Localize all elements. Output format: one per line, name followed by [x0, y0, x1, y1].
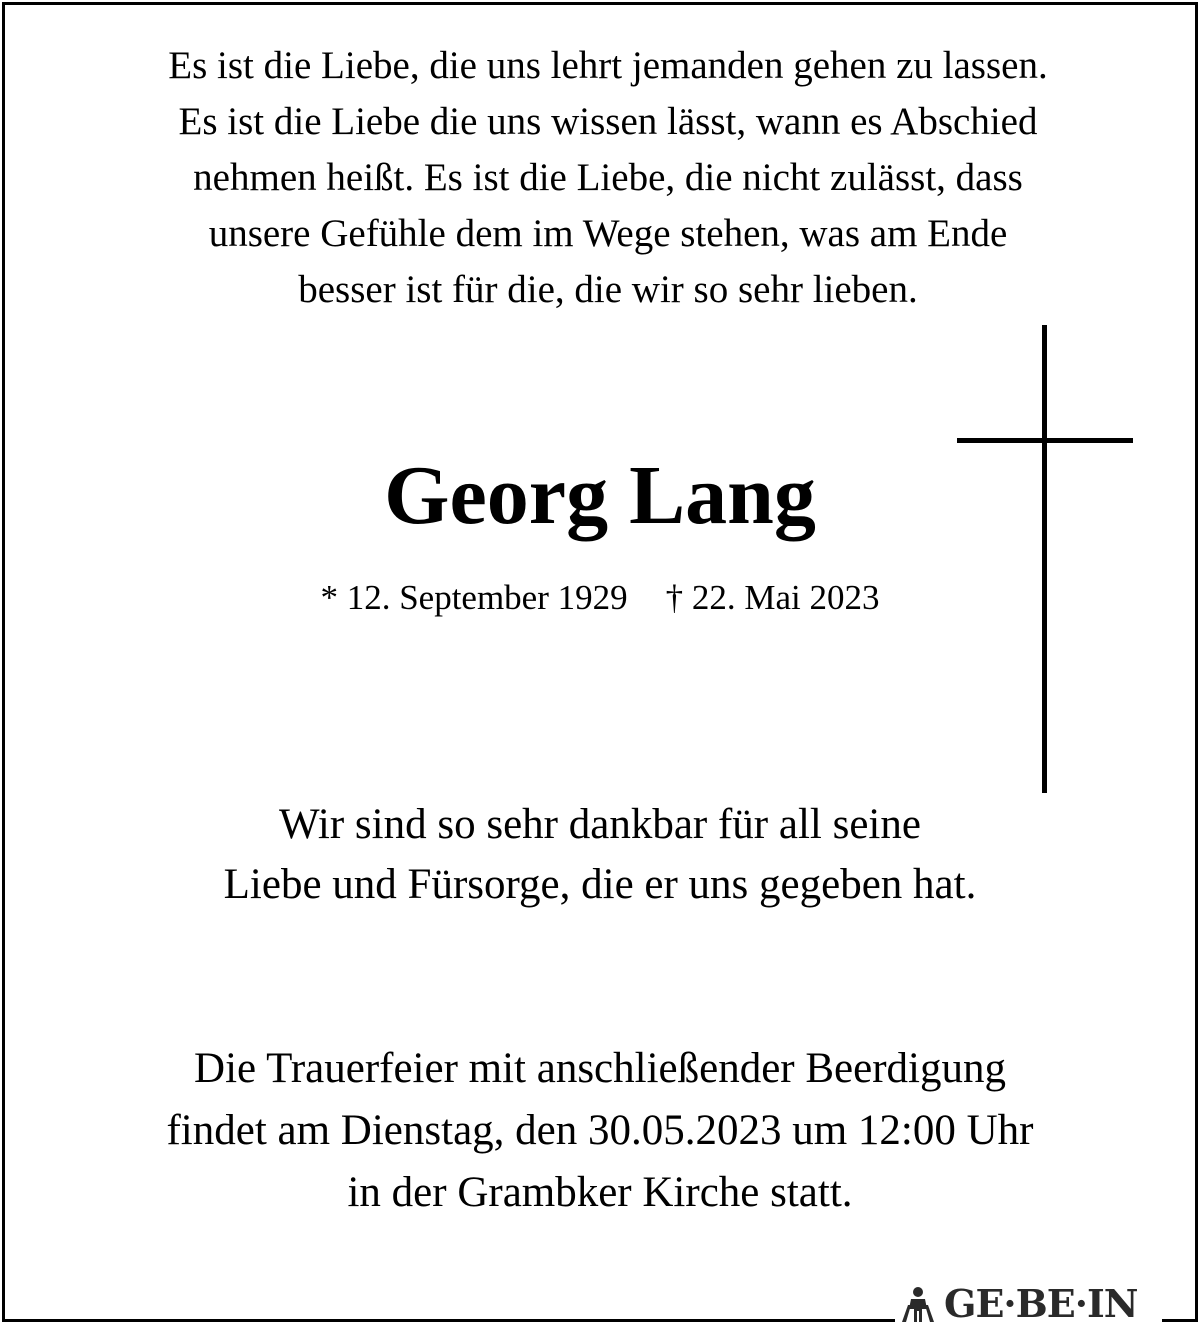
birth-date: * 12. September 1929 [320, 578, 628, 617]
publisher-logo [898, 1283, 1137, 1325]
verse-line: unsere Gefühle dem im Wege stehen, was am Ende [208, 212, 1008, 255]
cross-icon-crossbar [957, 438, 1133, 443]
verse-line: Es ist die Liebe die uns wissen lässt, wann es Abschied [178, 100, 1038, 143]
memorial-verse [40, 38, 1176, 318]
bottom-border-right [1162, 1319, 1198, 1322]
verse-line: nehmen heißt. Es ist die Liebe, die nicht zulässt, dass [193, 156, 1023, 199]
thanks-message [100, 795, 1100, 915]
deceased-name: Georg Lang [384, 449, 816, 542]
life-dates [200, 573, 1000, 623]
thanks-line: Wir sind so sehr dankbar für all seine [279, 801, 921, 848]
bottom-border-left [2, 1319, 895, 1322]
verse-line: Es ist die Liebe, die uns lehrt jemanden gehen zu lassen. [168, 44, 1048, 87]
death-date: † 22. Mai 2023 [665, 578, 880, 617]
verse-line: besser ist für die, die wir so sehr lieben. [298, 268, 918, 311]
figure-icon [898, 1285, 938, 1323]
funeral-line: in der Grambker Kirche statt. [347, 1169, 853, 1216]
funeral-line: Die Trauerfeier mit anschließender Beerdigung [194, 1045, 1006, 1092]
thanks-line: Liebe und Fürsorge, die er uns gegeben hat. [223, 861, 977, 908]
cross-icon [1042, 325, 1047, 793]
logo-text: GE·BE·IN [944, 1281, 1138, 1326]
funeral-details [40, 1038, 1160, 1224]
funeral-line: findet am Dienstag, den 30.05.2023 um 12:00 Uhr [166, 1107, 1034, 1154]
